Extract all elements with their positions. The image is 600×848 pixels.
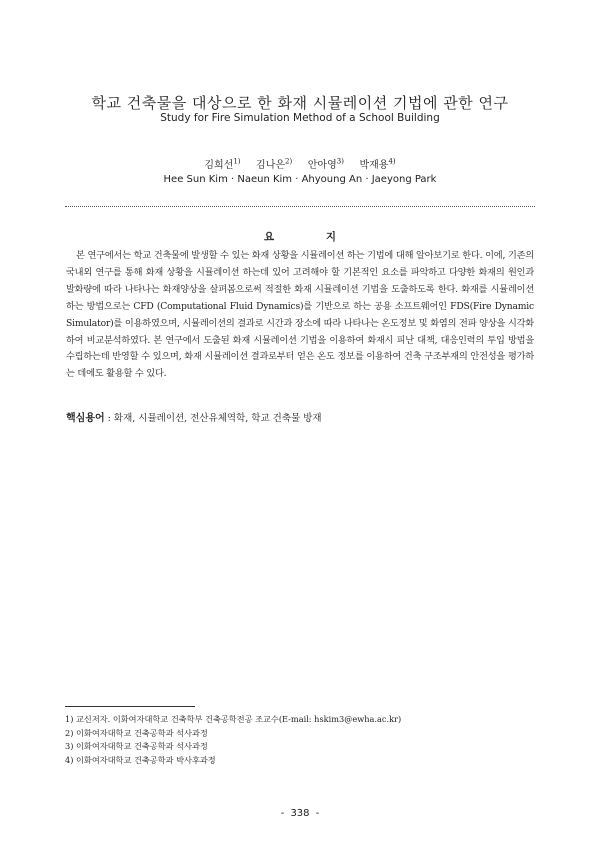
section-divider — [65, 206, 535, 207]
keywords-text: 화재, 시뮬레이션, 전산유체역학, 학교 건축물 방재 — [113, 413, 322, 424]
footnote: 1) 교신저자. 이화여자대학교 건축학부 건축공학전공 조교수(E-mail: hskim3@ewha.ac.kr) — [65, 714, 402, 724]
footnote-divider — [65, 706, 195, 707]
footnotes — [65, 713, 545, 767]
footnote: 2) 이화여자대학교 건축공학과 석사과정 — [65, 727, 208, 738]
author-footnote-mark: 1) — [233, 157, 241, 166]
keywords-separator: : — [104, 413, 114, 424]
page-number: - 338 - — [280, 808, 320, 819]
author-name: 박재용 — [359, 160, 389, 171]
author-footnote-mark: 4) — [388, 157, 396, 166]
footnote: 4) 이화여자대학교 건축공학과 박사후과정 — [65, 754, 216, 765]
author-name: 김나은 — [256, 160, 286, 171]
keywords — [66, 409, 536, 424]
author-name: 김희선 — [204, 160, 234, 171]
paper-title-english: Study for Fire Simulation Method of a School Building — [160, 112, 440, 124]
author-footnote-mark: 3) — [336, 157, 344, 166]
author-name: 안아영 — [307, 160, 337, 171]
author-list-english: Hee Sun Kim · Naeun Kim · Ahyoung An · Jaeyong Park — [163, 174, 437, 185]
keywords-label: 핵심용어 — [66, 413, 105, 424]
author-list-korean — [0, 156, 600, 171]
abstract-heading: 요 지 — [264, 231, 360, 243]
paper-title-korean: 학교 건축물을 대상으로 한 화재 시뮬레이션 기법에 관한 연구 — [91, 94, 509, 112]
footnote: 3) 이화여자대학교 건축공학과 석사과정 — [65, 741, 208, 752]
abstract-body: 본 연구에서는 학교 건축물에 발생할 수 있는 화재 상황을 시뮬레이션 하는 기법에 대해 알아보기로 한다. 이에, 기존의 국내외 연구를 통해 화재 상황을 시뮬레이션 하는데 있어 고려해야 할 기본적인 요소를 파악하고 다양한 화재의 원인과 발화량에 따라 나타나는 화재양상을 살펴봄으로써 적절한 화재 시뮬레이션 기법을 도출하도록 한다. 화재를 시뮬레이션 하는 방법으로는 CFD (Computational Fluid Dynamics)를 기반으로 하는 공용 소프트웨어인 FDS(Fire Dynamic Simulator)를 이용하였으며, 시뮬레이션의 결과로 시간과 장소에 따라 나타나는 온도정보 및 화염의 전파 양상을 시각화하여 비교분석하였다. 본 연구에서 도출된 화재 시뮬레이션 기법을 이용하여 화재시 피난 대책, 대응인력의 투입 방법을 수립하는데 반영할 수 있으며, 화재 시뮬레이션 결과로부터 얻은 온도 정보를 이용하여 건축 구조부재의 안전성을 평가하는 데에도 활용할 수 있다. — [66, 250, 534, 380]
author-footnote-mark: 2) — [285, 157, 293, 166]
